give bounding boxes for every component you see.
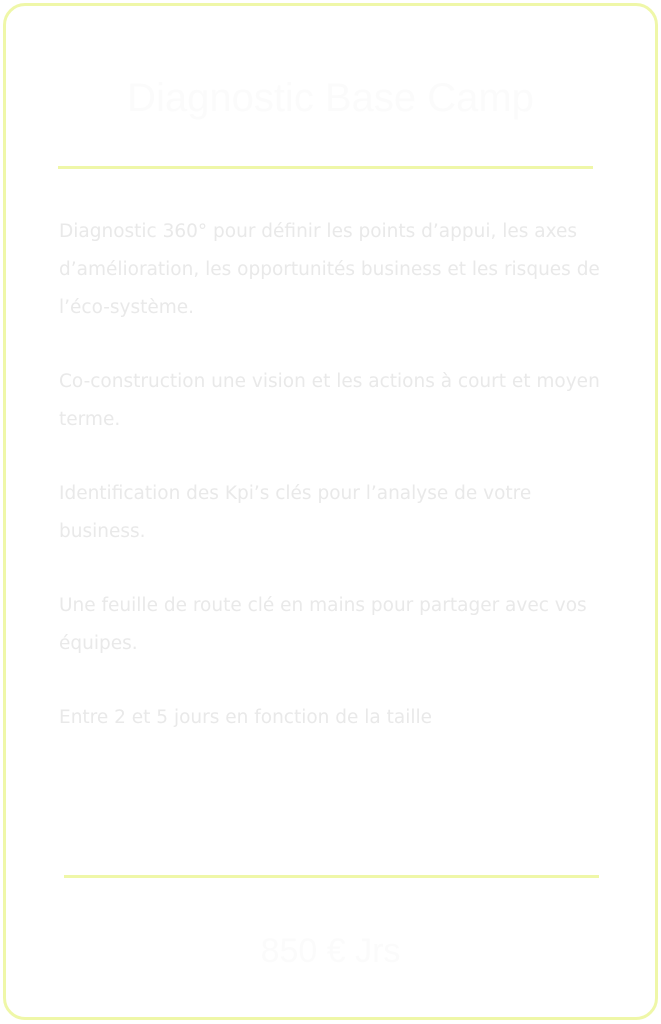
offer-card (3, 3, 658, 1020)
title-divider (58, 166, 593, 169)
description-paragraph: Co-construction une vision et les actions à court et moyen terme. (59, 371, 600, 430)
price-divider (64, 875, 599, 878)
card-price: 850 € Jrs (260, 932, 401, 970)
card-title: Diagnostic Base Camp (127, 76, 534, 120)
description-paragraph: Identification des Kpi’s clés pour l’analyse de votre business. (59, 483, 532, 542)
description-paragraph: Diagnostic 360° pour définir les points d’appui, les axes d’amélioration, les opportunités business et les risques de l’éco-système. (59, 221, 600, 318)
card-description (59, 213, 619, 773)
description-paragraph: Entre 2 et 5 jours en fonction de la taille (59, 707, 433, 728)
description-paragraph: Une feuille de route clé en mains pour partager avec vos équipes. (59, 595, 587, 654)
